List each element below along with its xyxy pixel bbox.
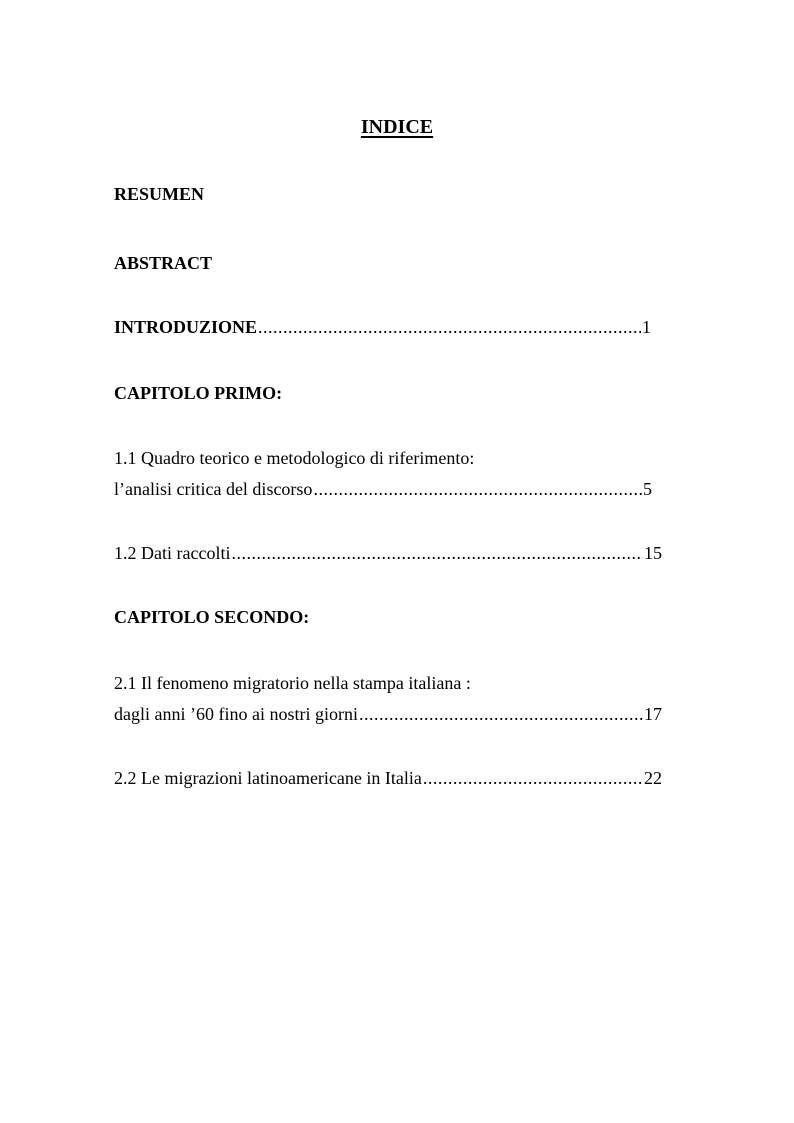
toc-heading-capitolo-primo: CAPITOLO PRIMO: — [114, 383, 283, 403]
toc-heading-capitolo-secondo: CAPITOLO SECONDO: — [114, 607, 310, 627]
toc-label: INTRODUZIONE — [114, 317, 258, 337]
toc-leader-dots — [313, 478, 642, 500]
toc-label: 2.2 Le migrazioni latinoamericane in Italia — [114, 768, 422, 788]
toc-page-number: 22 — [644, 768, 662, 788]
toc-leader-dots — [258, 316, 641, 338]
toc-entry-resumen: RESUMEN — [114, 184, 205, 204]
toc-label: 1.2 Dati raccolti — [114, 543, 231, 563]
index-title: INDICE — [360, 116, 434, 138]
toc-leader-dots — [423, 767, 643, 789]
toc-leader-dots — [359, 703, 643, 725]
toc-entry-abstract: ABSTRACT — [114, 253, 213, 273]
toc-entry-2-1 — [114, 703, 662, 725]
toc-page-number: 1 — [642, 317, 651, 337]
toc-page-number: 5 — [643, 479, 652, 499]
toc-label: l’analisi critica del discorso — [114, 479, 313, 499]
toc-page-number: 17 — [644, 704, 662, 724]
toc-entry-2-1-line1: 2.1 Il fenomeno migratorio nella stampa italiana : — [114, 673, 471, 693]
toc-label: dagli anni ’60 fino ai nostri giorni — [114, 704, 358, 724]
toc-leader-dots — [231, 542, 643, 564]
toc-entry-1-1 — [114, 478, 652, 500]
toc-entry-introduzione — [114, 316, 651, 338]
toc-entry-2-2 — [114, 767, 662, 789]
toc-page-number: 15 — [644, 543, 662, 563]
toc-entry-1-1-line1: 1.1 Quadro teorico e metodologico di riferimento: — [114, 448, 475, 468]
toc-entry-1-2 — [114, 542, 662, 564]
